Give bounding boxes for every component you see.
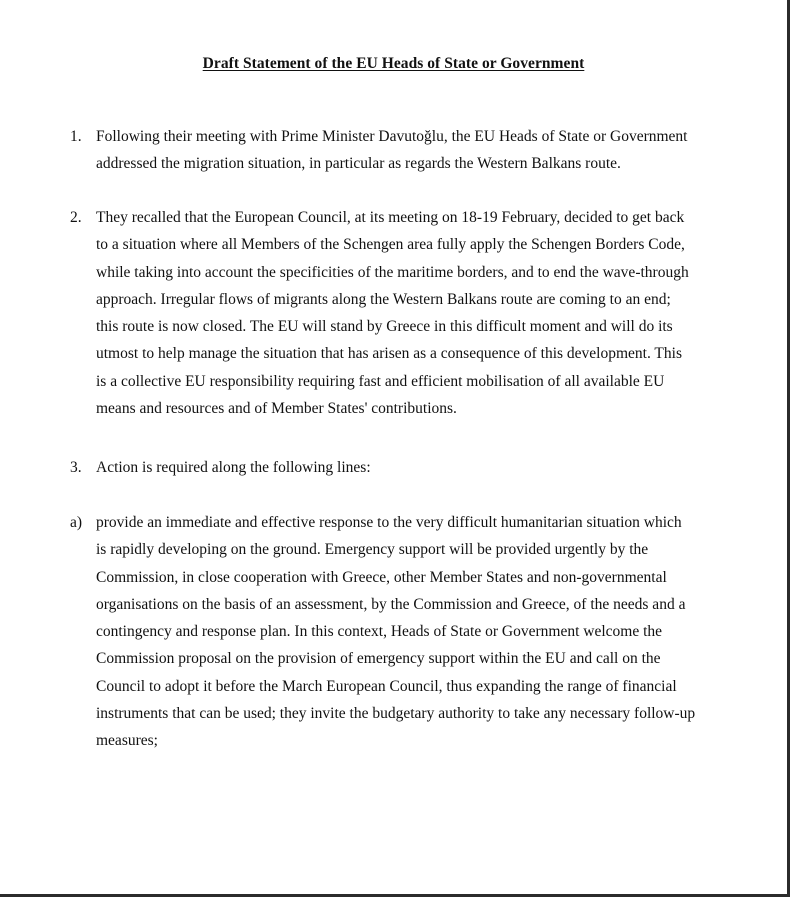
paragraph-text: [96, 454, 730, 481]
text-line: instruments that can be used; they invite the budgetary authority to take any necessary follow-up: [96, 705, 696, 723]
text-line: measures;: [96, 732, 158, 750]
text-line: Action is required along the following lines:: [96, 459, 371, 476]
text-line: this route is now closed. The EU will stand by Greece in this difficult moment and will do its: [96, 318, 673, 336]
paragraph-text: [96, 123, 730, 178]
text-line: is rapidly developing on the ground. Emergency support will be provided urgently by the: [96, 541, 649, 559]
paragraph-3: [70, 454, 730, 481]
list-marker: 2.: [70, 209, 82, 226]
text-line: Council to adopt it before the March European Council, thus expanding the range of financial: [96, 677, 677, 695]
list-marker: 1.: [70, 128, 82, 145]
list-marker: 3.: [70, 459, 82, 476]
text-line: Following their meeting with Prime Minister Davutoğlu, the EU Heads of State or Government: [96, 128, 688, 145]
text-line: utmost to help manage the situation that has arisen as a consequence of this development. This: [96, 345, 682, 363]
text-line: addressed the migration situation, in particular as regards the Western Balkans route.: [96, 155, 621, 173]
text-line: while taking into account the specificities of the maritime borders, and to end the wave-through: [96, 263, 689, 281]
text-line: means and resources and of Member States' contributions.: [96, 400, 457, 418]
paragraph-text: [96, 509, 730, 755]
document-title: Draft Statement of the EU Heads of State or Government: [202, 55, 585, 72]
text-line: approach. Irregular flows of migrants along the Western Balkans route are coming to an end;: [96, 290, 671, 308]
paragraph-text: [96, 204, 730, 422]
text-line: Commission, in close cooperation with Greece, other Member States and non-governmental: [96, 568, 667, 586]
text-line: organisations on the basis of an assessment, by the Commission and Greece, of the needs and a: [96, 595, 686, 613]
text-line: to a situation where all Members of the Schengen area fully apply the Schengen Borders Code,: [96, 236, 685, 254]
text-line: is a collective EU responsibility requiring fast and efficient mobilisation of all available EU: [96, 372, 665, 390]
text-line: contingency and response plan. In this context, Heads of State or Government welcome the: [96, 623, 663, 641]
text-line: provide an immediate and effective response to the very difficult humanitarian situation which: [96, 514, 682, 531]
text-line: They recalled that the European Council, at its meeting on 18-19 February, decided to get back: [96, 209, 685, 226]
paragraph-a: [70, 509, 730, 755]
paragraph-2: [70, 204, 730, 422]
text-line: Commission proposal on the provision of emergency support within the EU and call on the: [96, 650, 661, 668]
paragraph-1: [70, 123, 730, 178]
list-marker: a): [70, 514, 83, 531]
